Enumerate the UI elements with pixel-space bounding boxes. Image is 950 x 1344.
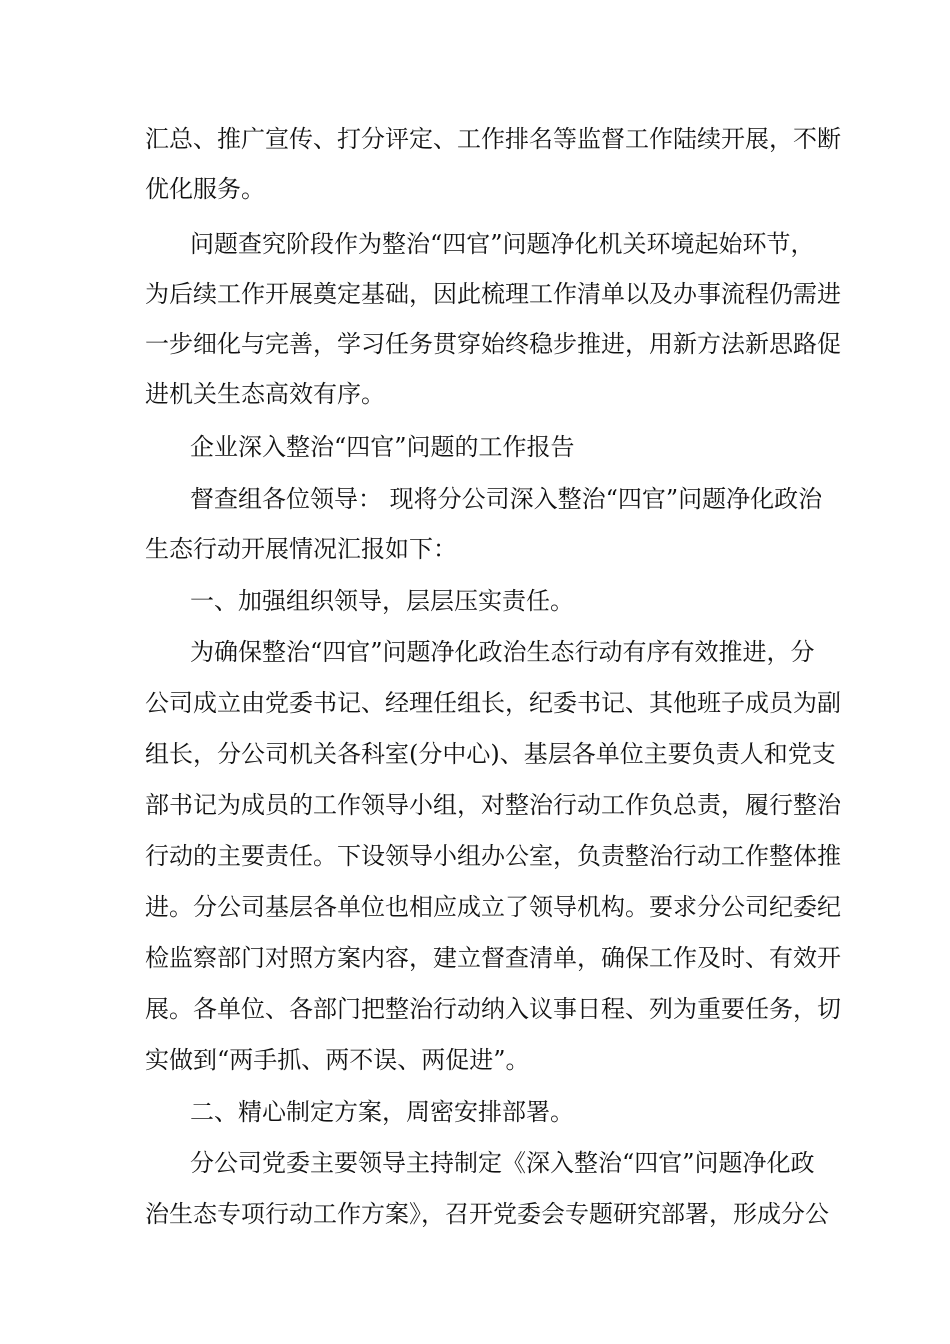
paragraph-line: 问题查究阶段作为整治“四官”问题净化机关环境起始环节， [190, 230, 815, 258]
paragraph-line: 治生态专项行动工作方案》，召开党委会专题研究部署，形成分公 [145, 1200, 829, 1228]
section-heading: 二、精心制定方案，周密安排部署。 [190, 1098, 574, 1126]
paragraph-line: 公司成立由党委书记、经理任组长，纪委书记、其他班子成员为副 [145, 689, 841, 717]
paragraph-line: 优化服务。 [145, 175, 265, 203]
paragraph-line: 展。各单位、各部门把整治行动纳入议事日程、列为重要任务，切 [145, 995, 841, 1023]
paragraph-line: 行动的主要责任。下设领导小组办公室，负责整治行动工作整体推 [145, 842, 841, 870]
paragraph-line: 生态行动开展情况汇报如下： [145, 535, 457, 563]
paragraph-line: 组长，分公司机关各科室(分中心)、基层各单位主要负责人和党支 [145, 740, 836, 768]
paragraph-line: 督查组各位领导： 现将分公司深入整治“四官”问题净化政治 [190, 485, 823, 513]
paragraph-line: 实做到“两手抓、两不误、两促进”。 [145, 1046, 530, 1074]
section-heading: 一、加强组织领导，层层压实责任。 [190, 587, 574, 615]
paragraph-line: 为后续工作开展奠定基础，因此梳理工作清单以及办事流程仍需进 [145, 280, 841, 308]
paragraph-line: 部书记为成员的工作领导小组，对整治行动工作负总责，履行整治 [145, 791, 841, 819]
paragraph-line: 分公司党委主要领导主持制定《深入整治“四官”问题净化政 [190, 1149, 815, 1177]
paragraph-line: 为确保整治“四官”问题净化政治生态行动有序有效推进，分 [190, 638, 815, 666]
report-title: 企业深入整治“四官”问题的工作报告 [190, 433, 575, 461]
paragraph-line: 一步细化与完善，学习任务贯穿始终稳步推进，用新方法新思路促 [145, 330, 841, 358]
paragraph-line: 进机关生态高效有序。 [145, 380, 385, 408]
paragraph-line: 汇总、推广宣传、打分评定、工作排名等监督工作陆续开展，不断 [145, 125, 841, 153]
paragraph-line: 进。分公司基层各单位也相应成立了领导机构。要求分公司纪委纪 [145, 893, 841, 921]
paragraph-line: 检监察部门对照方案内容，建立督查清单，确保工作及时、有效开 [145, 944, 841, 972]
